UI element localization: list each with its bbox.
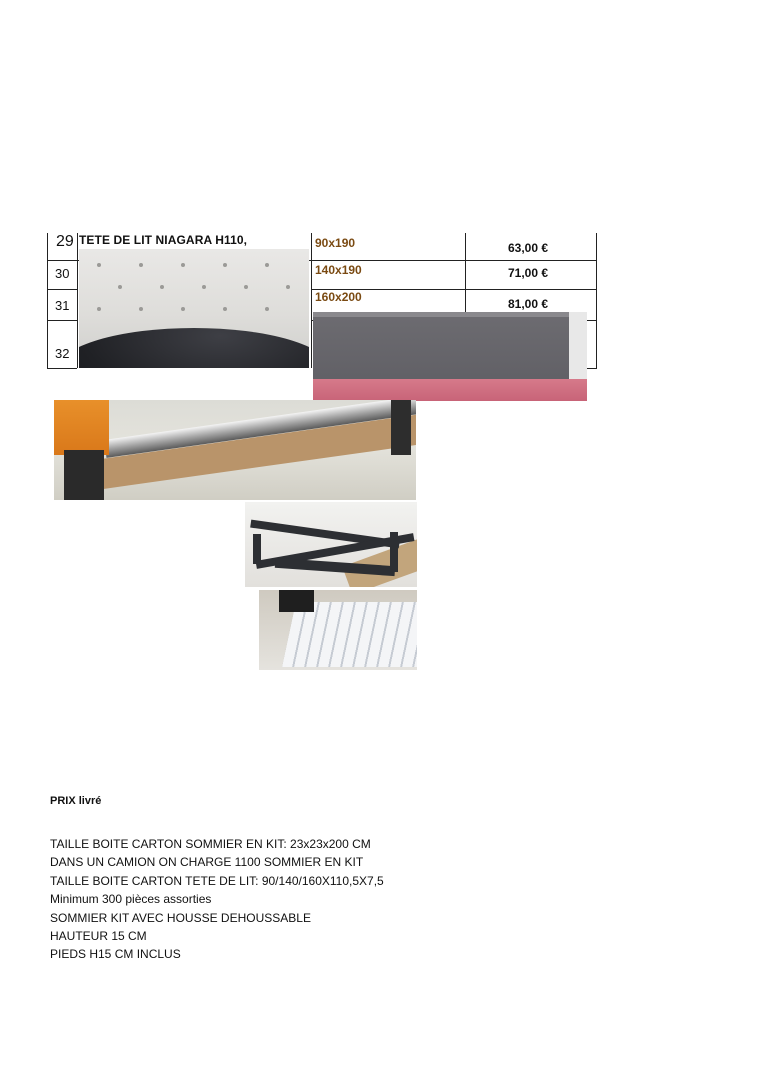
row-number: 31: [55, 298, 70, 313]
headboard-grey-photo: [313, 312, 587, 401]
note-line: PIEDS H15 CM INCLUS: [50, 947, 181, 962]
price: 81,00 €: [508, 297, 549, 311]
note-line: HAUTEUR 15 CM: [50, 929, 147, 944]
note-line: TAILLE BOITE CARTON SOMMIER EN KIT: 23x23x200 CM: [50, 837, 371, 851]
notes-title: PRIX livré: [50, 795, 102, 807]
price: 63,00 €: [508, 241, 549, 255]
row-number: 30: [55, 266, 70, 281]
table-line: [596, 233, 597, 368]
table-line: [47, 289, 77, 290]
table-line: [77, 233, 78, 368]
note-line: TAILLE BOITE CARTON TETE DE LIT: 90/140/160X110,5X7,5: [50, 873, 384, 888]
table-line: [47, 320, 77, 321]
note-line: Minimum 300 pièces assorties: [50, 892, 212, 907]
note-line: DANS UN CAMION ON CHARGE 1100 SOMMIER EN KIT: [50, 855, 364, 870]
table-line: [311, 260, 597, 261]
note-line: SOMMIER KIT AVEC HOUSSE DEHOUSSABLE: [50, 910, 311, 925]
row-number: 29: [56, 233, 74, 250]
size-label: 140x190: [315, 263, 362, 277]
notes-list: [50, 835, 384, 964]
table-line: [311, 233, 312, 368]
product-title: TETE DE LIT NIAGARA H110,: [79, 233, 248, 247]
price: 71,00 €: [508, 266, 549, 280]
table-line: [47, 233, 48, 368]
slat-base-photo: [259, 590, 417, 670]
size-label: 90x190: [315, 236, 356, 250]
size-label: 160x200: [315, 290, 362, 304]
row-number: 32: [55, 346, 70, 361]
table-line: [47, 368, 77, 369]
headboard-white-photo: [79, 249, 309, 368]
bed-frame-photo: [245, 502, 417, 587]
box-packing-photo: [54, 400, 416, 500]
